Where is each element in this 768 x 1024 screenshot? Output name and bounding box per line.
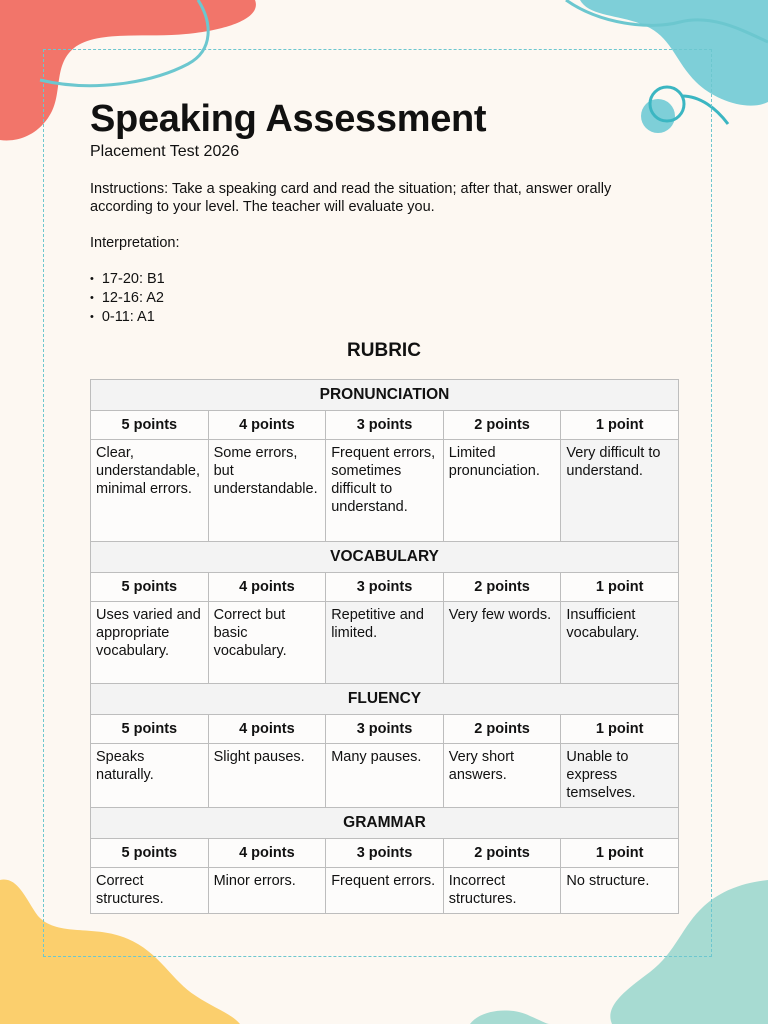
points-header: 5 points [91,715,209,744]
points-header-row [91,573,679,602]
criteria-cell: Very short answers. [443,744,561,808]
points-header: 3 points [326,839,444,868]
criteria-row [91,744,679,808]
points-header: 3 points [326,573,444,602]
criteria-cell: Speaks naturally. [91,744,209,808]
points-header: 4 points [208,573,326,602]
criteria-cell: Some errors, but understandable. [208,440,326,542]
points-header-row [91,411,679,440]
rubric-title: RUBRIC [347,340,421,361]
criteria-cell: Slight pauses. [208,744,326,808]
points-header-row [91,715,679,744]
criteria-cell: Uses varied and appropriate vocabulary. [91,602,209,684]
criteria-cell: Very difficult to understand. [561,440,679,542]
criteria-cell: Frequent errors. [326,868,444,914]
criteria-cell: Very few words. [443,602,561,684]
interpretation-item: • 12-16: A2 [90,289,678,308]
page-title: Speaking Assessment [90,98,487,140]
points-header: 5 points [91,573,209,602]
criteria-row [91,602,679,684]
points-header: 3 points [326,715,444,744]
section-header-row [91,684,679,715]
criteria-cell: No structure. [561,868,679,914]
criteria-cell: Insufficient vocabulary. [561,602,679,684]
points-header: 1 point [561,573,679,602]
points-header: 1 point [561,411,679,440]
section-header-row [91,380,679,411]
criteria-cell: Clear, understandable, minimal errors. [91,440,209,542]
points-header: 2 points [443,573,561,602]
points-header: 5 points [91,839,209,868]
criteria-cell: Correct but basic vocabulary. [208,602,326,684]
points-header: 4 points [208,715,326,744]
points-header: 2 points [443,715,561,744]
mint-small-blob-shape [470,1010,550,1024]
instructions-text: Instructions: Take a speaking card and read the situation; after that, answer orally according to your level. The teacher will evaluate you. [90,181,612,215]
criteria-cell: Repetitive and limited. [326,602,444,684]
document-content [90,96,678,914]
points-header: 2 points [443,839,561,868]
criteria-row [91,868,679,914]
interpretation-label: Interpretation: [90,235,180,251]
criteria-row [91,440,679,542]
criteria-cell: Minor errors. [208,868,326,914]
criteria-cell: Frequent errors, sometimes difficult to understand. [326,440,444,542]
rubric-table [90,379,679,914]
points-header: 3 points [326,411,444,440]
interpretation-item: • 17-20: B1 [90,270,678,289]
criteria-cell: Limited pronunciation. [443,440,561,542]
interpretation-item: • 0-11: A1 [90,308,678,327]
section-title: VOCABULARY [91,542,679,573]
page-subtitle: Placement Test 2026 [90,143,240,160]
section-header-row [91,542,679,573]
criteria-cell: Unable to express temselves. [561,744,679,808]
points-header: 1 point [561,715,679,744]
points-header-row [91,839,679,868]
section-title: FLUENCY [91,684,679,715]
points-header: 4 points [208,411,326,440]
points-header: 2 points [443,411,561,440]
points-header: 4 points [208,839,326,868]
section-header-row [91,808,679,839]
points-header: 1 point [561,839,679,868]
section-title: GRAMMAR [91,808,679,839]
interpretation-list [90,270,678,327]
criteria-cell: Many pauses. [326,744,444,808]
criteria-cell: Incorrect structures. [443,868,561,914]
section-title: PRONUNCIATION [91,380,679,411]
criteria-cell: Correct structures. [91,868,209,914]
points-header: 5 points [91,411,209,440]
